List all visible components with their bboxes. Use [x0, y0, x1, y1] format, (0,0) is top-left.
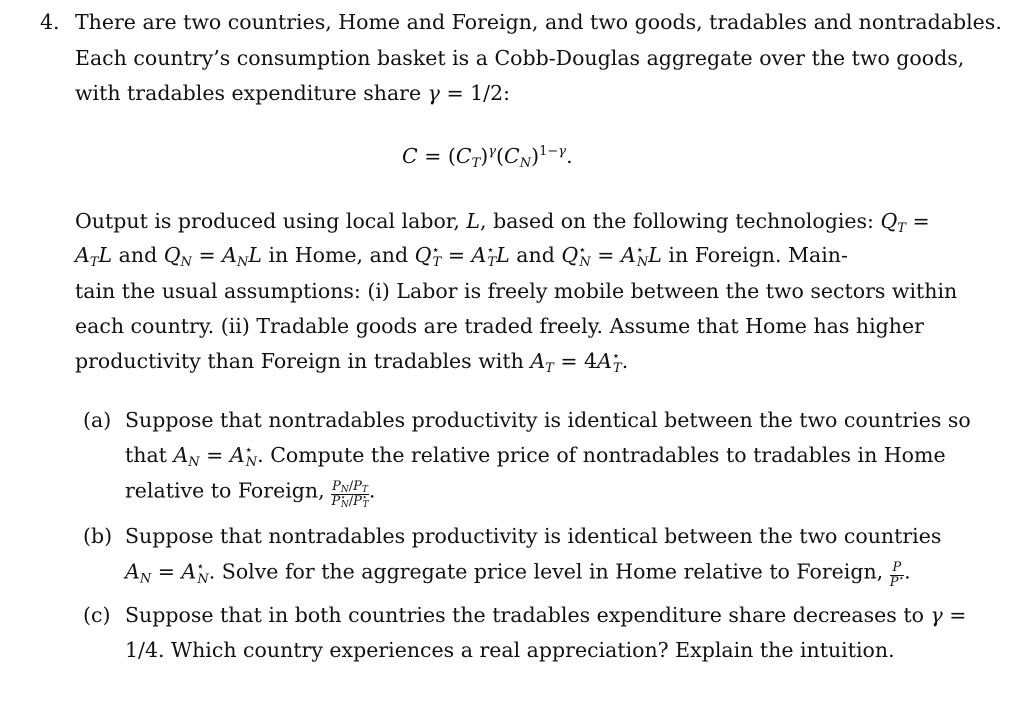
part-a-line-3: relative to Foreign, $\frac{P_N/P_T}{P^⋆_N/P^⋆_T}$ .	[125, 478, 376, 510]
and-word-2: and	[516, 243, 555, 267]
intro-line-1: There are two countries, Home and Foreign, and two goods, tradables and nontradables.	[75, 10, 1002, 34]
part-a-line-2-post: Compute the relative price of nontradables to tradables in Home	[270, 443, 946, 467]
relative-price-fraction: $\frac{P_N/P_T}{P^⋆_N/P^⋆_T}$	[331, 479, 369, 510]
part-c-line-1: Suppose that in both countries the tradables expenditure share decreases to γ =	[125, 603, 967, 627]
production-line-1b-text: based on the following technologies:	[493, 209, 874, 233]
in-foreign-text: in Foreign. Main-	[668, 243, 848, 267]
production-line-2: $A_TL$ and $Q_N = A_NL$ in Home, and $Q^⋆_T = A^⋆_TL$ and $Q^⋆_N = A^⋆_NL$ in Foreign. Main-	[75, 243, 848, 270]
intro-line-3	[75, 83, 510, 104]
part-a-label: (a)	[83, 408, 112, 432]
part-a-line-3-text: relative to Foreign,	[125, 478, 325, 503]
production-line-1-text: Output is produced using local labor,	[75, 209, 460, 233]
part-a-line-2: that $A_N = A^⋆_N$. Compute the relative price of nontradables to tradables in Home	[125, 443, 946, 470]
part-a-line-1: Suppose that nontradables productivity is identical between the two countries so	[125, 408, 971, 432]
part-b-line-1: Suppose that nontradables productivity is identical between the two countries	[125, 524, 942, 548]
assumption-line-2: each country. (ii) Tradable goods are traded freely. Assume that Home has higher	[75, 314, 924, 338]
part-b-line-2: $A_N = A^⋆_N$. Solve for the aggregate price level in Home relative to Foreign, $\frac{P}{P^⋆}$ .	[125, 559, 911, 590]
equation-lhs: C	[402, 144, 418, 168]
intro-line-2: Each country’s consumption basket is a Cobb-Douglas aggregate over the two goods,	[75, 46, 965, 70]
in-home-text: in Home, and	[268, 243, 409, 267]
problem-number: 4.	[40, 10, 60, 34]
intro-line-3-text: with tradables expenditure share	[75, 81, 422, 105]
and-word-1: and	[118, 243, 158, 267]
assumption-line-1: tain the usual assumptions: (i) Labor is freely mobile between the two sectors within	[75, 279, 958, 303]
assumption-line-3-text: productivity than Foreign in tradables with	[75, 349, 524, 373]
part-c-line-1-text: Suppose that in both countries the tradables expenditure share decreases to	[125, 603, 924, 627]
cobb-douglas-equation: $C = (C_T)^\gamma(C_N)^{1-\gamma}$.	[402, 144, 573, 171]
production-line-1: Output is produced using local labor, L, based on the following technologies: $Q_T$ =	[75, 209, 930, 236]
part-c-line-2: 1/4. Which country experiences a real appreciation? Explain the intuition.	[125, 638, 895, 662]
part-a-line-2-pre: that	[125, 443, 167, 467]
part-b-line-2-post: Solve for the aggregate price level in Home relative to Foreign,	[221, 559, 884, 584]
price-level-fraction: $\frac{P}{P^⋆}$	[889, 560, 905, 590]
gamma-symbol: γ	[427, 81, 440, 105]
part-b-label: (b)	[83, 524, 113, 548]
gamma-value: = 1/2:	[446, 81, 511, 105]
part-c-label: (c)	[83, 603, 111, 627]
assumption-line-3: productivity than Foreign in tradables with $A_T = 4A^⋆_T$.	[75, 349, 629, 376]
